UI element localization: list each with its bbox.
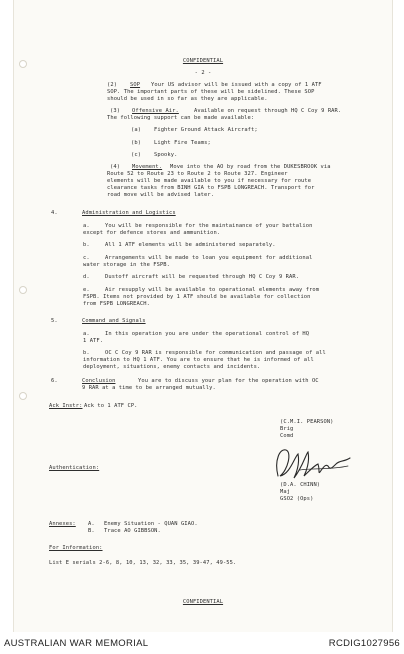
ack-text: Ack to 1 ATF CP. bbox=[84, 403, 138, 409]
signatory-name: (D.A. CHINN) bbox=[280, 482, 321, 488]
handwritten-signature bbox=[270, 440, 354, 486]
item-label: b. bbox=[83, 242, 90, 248]
sub-item-label: (a) bbox=[131, 127, 142, 133]
item-line: water storage in the FSPB. bbox=[83, 262, 170, 268]
para-number: (2) bbox=[107, 82, 118, 88]
para-line: Available on request through HQ C Coy 9 RAR. bbox=[194, 108, 342, 114]
para-line: 9 RAR at a time to be arranged mutually. bbox=[82, 385, 216, 391]
authentication-label: Authentication: bbox=[49, 465, 100, 471]
item-label: e. bbox=[83, 287, 90, 293]
signatory-name: (C.M.I. PEARSON) bbox=[280, 419, 334, 425]
para-line: clearance tasks from BINH GIA to FSPB LONGREACH. Transport for bbox=[107, 185, 315, 191]
item-line: except for defence stores and ammunition. bbox=[83, 230, 221, 236]
sub-item-label: (c) bbox=[131, 152, 142, 158]
para-line: You are to discuss your plan for the operation with OC bbox=[138, 378, 319, 384]
annex-label: A. bbox=[88, 521, 95, 527]
annexes-label: Annexes: bbox=[49, 521, 76, 527]
para-line: should be used in so far as they are applicable. bbox=[107, 96, 268, 102]
item-line: 1 ATF. bbox=[83, 338, 104, 344]
punch-hole bbox=[19, 286, 27, 294]
distribution-label: For Information: bbox=[49, 545, 103, 551]
item-line: OC C Coy 9 RAR is responsible for communication and passage of all bbox=[105, 350, 326, 356]
para-line: SOP. The important parts of these will be sidelined. These SOP bbox=[107, 89, 315, 95]
item-line: In this operation you are under the operational control of HQ bbox=[105, 331, 310, 337]
para-title: Offensive Air. bbox=[132, 108, 179, 114]
item-label: a. bbox=[83, 223, 90, 229]
para-line: Move into the AO by road from the DUKESBROOK via bbox=[170, 164, 331, 170]
sub-item-text: Light Fire Teams; bbox=[154, 140, 211, 146]
item-line: Air resupply will be available to operational elements away from bbox=[105, 287, 320, 293]
archive-footer bbox=[0, 632, 404, 654]
archive-institution: AUSTRALIAN WAR MEMORIAL bbox=[4, 638, 149, 649]
item-label: d. bbox=[83, 274, 90, 280]
ack-label: Ack Instr: bbox=[49, 403, 83, 409]
section-title: Conclusion bbox=[82, 378, 116, 384]
sub-item-text: Fighter Ground Attack Aircraft; bbox=[154, 127, 258, 133]
signatory-rank: Brig bbox=[280, 426, 294, 432]
item-line: from FSPB LONGREACH. bbox=[83, 301, 150, 307]
item-label: c. bbox=[83, 255, 90, 261]
item-line: All 1 ATF elements will be administered separately. bbox=[105, 242, 276, 248]
item-label: a. bbox=[83, 331, 90, 337]
classification-footer: CONFIDENTIAL bbox=[182, 599, 224, 605]
item-label: b. bbox=[83, 350, 90, 356]
para-line: road move will be advised later. bbox=[107, 192, 215, 198]
item-line: You will be responsible for the maintainance of your battalion bbox=[105, 223, 313, 229]
section-title: Administration and Logistics bbox=[82, 210, 176, 216]
section-number: 5. bbox=[51, 318, 58, 324]
signatory-role: Comd bbox=[280, 433, 294, 439]
signatory-rank: Maj bbox=[280, 489, 291, 495]
para-title: Movement. bbox=[132, 164, 163, 170]
section-title: Command and Signals bbox=[82, 318, 146, 324]
archive-record-id: RCDIG1027956 bbox=[328, 638, 400, 649]
item-line: information to HQ 1 ATF. You are to ensure that he is informed of all bbox=[83, 357, 314, 363]
para-number: (3) bbox=[110, 108, 121, 114]
page-number: - 2 - bbox=[194, 70, 212, 76]
sub-item-text: Spooky. bbox=[154, 152, 178, 158]
classification-header: CONFIDENTIAL bbox=[182, 58, 224, 64]
item-line: FSPB. Items not provided by 1 ATF should be available for collection bbox=[83, 294, 311, 300]
para-line: Your US advisor will be issued with a copy of 1 ATF bbox=[151, 82, 322, 88]
para-title: SOP bbox=[130, 82, 141, 88]
para-number: (4) bbox=[110, 164, 121, 170]
annex-text: Trace AO GIBBSON. bbox=[104, 528, 161, 534]
para-line: The following support can be made available: bbox=[107, 115, 255, 121]
document-page bbox=[14, 0, 392, 632]
section-number: 4. bbox=[51, 210, 58, 216]
item-line: Dustoff aircraft will be requested through HQ C Coy 9 RAR. bbox=[105, 274, 300, 280]
para-line: Route 52 to Route 23 to Route 2 to Route 327. Engineer bbox=[107, 171, 288, 177]
distribution-list: List E serials 2-6, 8, 10, 13, 32, 33, 35, 39-47, 49-55. bbox=[49, 560, 237, 566]
annex-label: B. bbox=[88, 528, 95, 534]
sub-item-label: (b) bbox=[131, 140, 142, 146]
annex-text: Enemy Situation - QUAN GIAO. bbox=[104, 521, 198, 527]
para-line: elements will be made available to you if necessary for route bbox=[107, 178, 312, 184]
item-line: Arrangements will be made to loan you equipment for additional bbox=[105, 255, 313, 261]
punch-hole bbox=[19, 392, 27, 400]
item-line: deployment, situations, enemy contacts and incidents. bbox=[83, 364, 261, 370]
section-number: 6. bbox=[51, 378, 58, 384]
signatory-role: GSO2 (Ops) bbox=[280, 496, 314, 502]
